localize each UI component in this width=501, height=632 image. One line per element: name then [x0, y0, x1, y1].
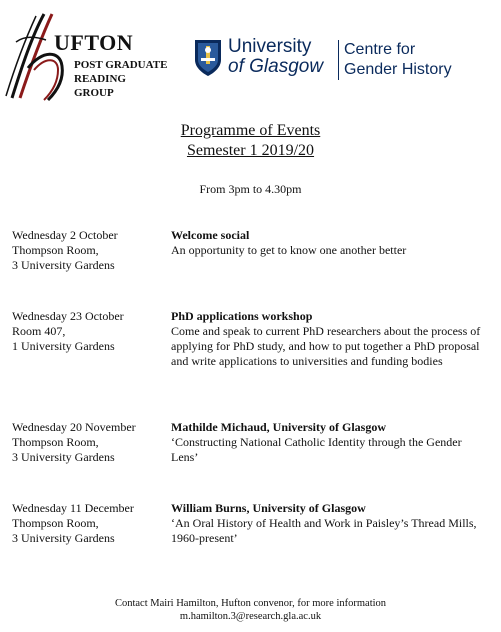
hufton-sub-line: READING	[74, 73, 126, 85]
logo-divider	[338, 40, 339, 80]
event-details	[171, 228, 486, 258]
footer-contact	[0, 597, 501, 623]
hufton-logo	[4, 6, 184, 106]
hufton-subtitle	[74, 58, 167, 100]
cgh-line2: Gender History	[344, 61, 452, 78]
event-room: Thompson Room,	[12, 435, 99, 449]
event-description: Come and speak to current PhD researchers about the process of applying for PhD study, and how to put together a PhD proposal and write applications to universities and funding bodies	[171, 324, 481, 368]
centre-gender-history-logo	[344, 40, 452, 80]
uog-line2: of Glasgow	[228, 56, 324, 77]
event-details	[171, 309, 486, 369]
event-date: Wednesday 11 December	[12, 501, 134, 515]
event-location	[12, 309, 124, 354]
cgh-line1: Centre for	[344, 41, 416, 58]
event-room: Thompson Room,	[12, 516, 99, 530]
event-heading: PhD applications workshop	[171, 309, 313, 323]
event-building: 3 University Gardens	[12, 258, 115, 272]
event-description: ‘Constructing National Catholic Identity through the Gender Lens’	[171, 435, 462, 464]
event-date: Wednesday 20 November	[12, 420, 136, 434]
header	[0, 0, 501, 110]
event-date: Wednesday 2 October	[12, 228, 118, 242]
hufton-title: UFTON	[54, 30, 134, 55]
event-description: ‘An Oral History of Health and Work in Paisley’s Thread Mills, 1960-present’	[171, 516, 477, 545]
university-crest-icon	[193, 38, 223, 78]
programme-title: Programme of Events	[180, 122, 321, 139]
hufton-sub-line: GROUP	[74, 87, 114, 99]
contact-text: Contact Mairi Hamilton, Hufton convenor, for more information	[114, 598, 387, 609]
hufton-sub-line: POST GRADUATE	[74, 59, 168, 71]
university-of-glasgow-logo	[228, 37, 323, 77]
event-room: Room 407,	[12, 324, 66, 338]
event-room: Thompson Room,	[12, 243, 99, 257]
event-description: An opportunity to get to know one another better	[171, 243, 407, 257]
event-heading: Welcome social	[171, 228, 250, 242]
contact-email[interactable]: m.hamilton.3@research.gla.ac.uk	[179, 611, 322, 622]
event-time: From 3pm to 4.30pm	[199, 182, 302, 196]
event-details	[171, 501, 486, 546]
event-heading: William Burns, University of Glasgow	[171, 501, 366, 515]
semester-title: Semester 1 2019/20	[186, 142, 315, 159]
event-details	[171, 420, 486, 465]
event-building: 3 University Gardens	[12, 531, 115, 545]
event-location	[12, 228, 118, 273]
event-heading: Mathilde Michaud, University of Glasgow	[171, 420, 386, 434]
uog-line1: University	[228, 36, 312, 57]
event-date: Wednesday 23 October	[12, 309, 124, 323]
event-building: 3 University Gardens	[12, 450, 115, 464]
event-building: 1 University Gardens	[12, 339, 115, 353]
event-location	[12, 420, 136, 465]
event-location	[12, 501, 134, 546]
